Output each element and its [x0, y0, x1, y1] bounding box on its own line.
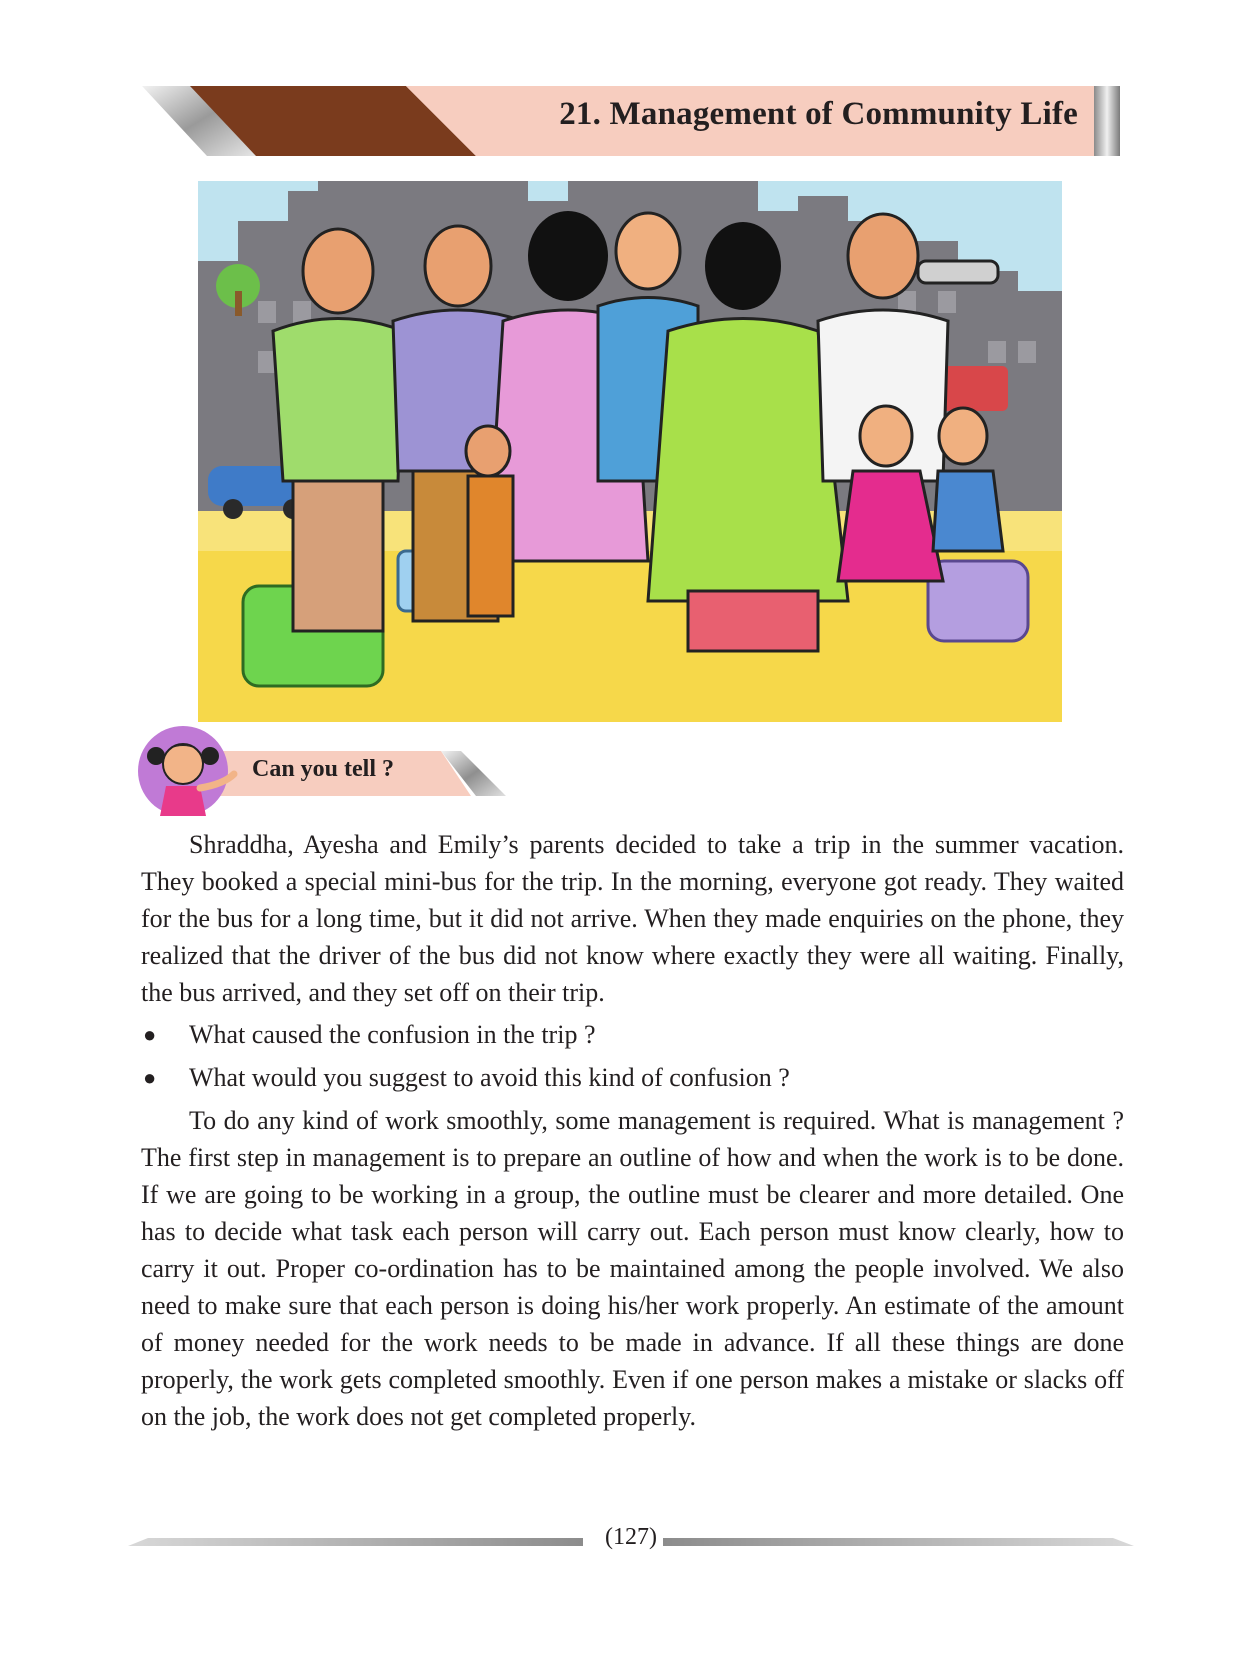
chapter-header — [142, 86, 1120, 156]
management-paragraph: To do any kind of work smoothly, some management is required. What is management ? The first step in management is to prepare an outline of how and when the work is to be done. If we are going to be working in a group, the outline must be clearer and more detailed. One has to decide what task each person will carry out. Each person must know clearly, how to carry it out. Proper co-ordination has to be maintained among the people involved. We also need to make sure that each person is doing his/her work properly. An estimate of the amount of money needed for the work needs to be made in advance. If all these things are done properly, the work gets completed smoothly. Even if one person makes a mistake or slacks off on the job, the work does not get completed properly. — [141, 1106, 1124, 1431]
intro-paragraph: Shraddha, Ayesha and Emily’s parents decided to take a trip in the summer vacation. They booked a special mini-bus for the trip. In the morning, everyone got ready. They waited for the bus for a long time, but it did not arrive. When they made enquiries on the phone, they realized that the driver of the bus did not know where exactly they were all waiting. Finally, the bus arrived, and they set off on their trip. — [141, 830, 1124, 1007]
body-text — [141, 826, 1124, 1435]
question-text: What would you suggest to avoid this kind of confusion ? — [189, 1063, 790, 1092]
chapter-title: 21. Management of Community Life — [559, 96, 1078, 132]
family-waiting-illustration — [198, 181, 1062, 722]
can-you-tell-badge — [136, 726, 511, 816]
list-item — [141, 1016, 1124, 1053]
list-item — [141, 1059, 1124, 1096]
question-list — [141, 1016, 1124, 1096]
bullet-icon: ● — [143, 1065, 157, 1090]
page-number: (127) — [605, 1524, 657, 1550]
section-label: Can you tell ? — [252, 756, 395, 782]
page-footer — [128, 1524, 1134, 1558]
bullet-icon: ● — [143, 1022, 157, 1047]
question-text: What caused the confusion in the trip ? — [189, 1020, 596, 1049]
chapter-illustration — [198, 181, 1062, 722]
